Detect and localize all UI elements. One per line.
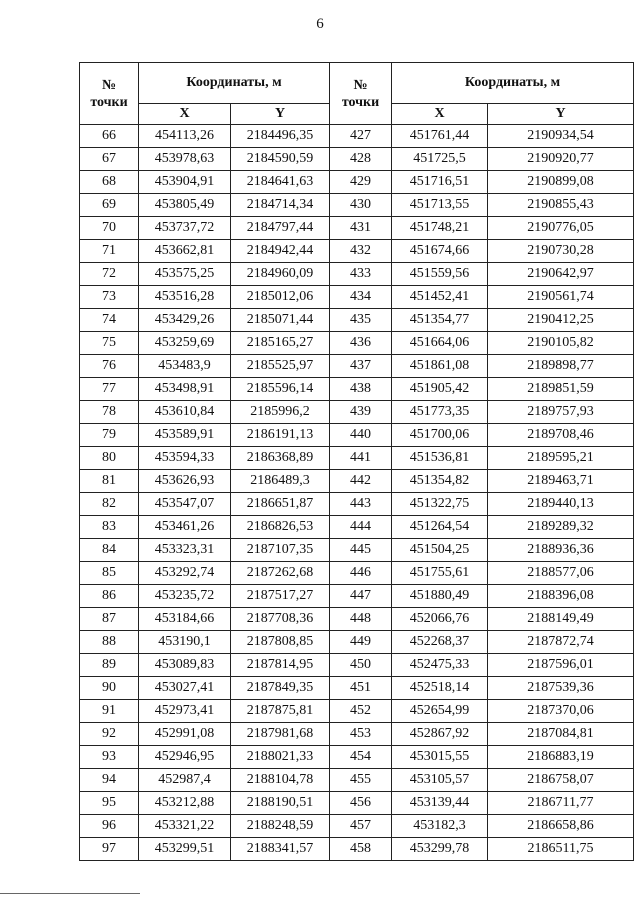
- x-coordinate-left: 453547,07: [139, 493, 231, 516]
- x-header-right: X: [392, 104, 488, 125]
- y-coordinate-left: 2185012,06: [231, 286, 330, 309]
- table-row: [80, 516, 634, 539]
- point-number-left: 79: [80, 424, 139, 447]
- y-coordinate-right: 2187539,36: [488, 677, 634, 700]
- point-number-right: 452: [330, 700, 392, 723]
- point-number-header-right: [330, 63, 392, 125]
- point-number-left: 96: [80, 815, 139, 838]
- x-coordinate-right: 451559,56: [392, 263, 488, 286]
- y-coordinate-right: 2190855,43: [488, 194, 634, 217]
- table-row: [80, 493, 634, 516]
- point-number-right: 433: [330, 263, 392, 286]
- point-number-right: 450: [330, 654, 392, 677]
- y-coordinate-left: 2188104,78: [231, 769, 330, 792]
- y-coordinate-left: 2184714,34: [231, 194, 330, 217]
- table-header: [80, 63, 634, 125]
- y-coordinate-left: 2184590,59: [231, 148, 330, 171]
- table-row: [80, 355, 634, 378]
- point-number-left: 77: [80, 378, 139, 401]
- x-coordinate-left: 453589,91: [139, 424, 231, 447]
- point-number-left: 88: [80, 631, 139, 654]
- y-coordinate-left: 2187708,36: [231, 608, 330, 631]
- y-coordinate-right: 2189851,59: [488, 378, 634, 401]
- point-number-right: 447: [330, 585, 392, 608]
- point-number-right: 451: [330, 677, 392, 700]
- point-number-right: 437: [330, 355, 392, 378]
- y-coordinate-right: 2189898,77: [488, 355, 634, 378]
- y-coordinate-left: 2186651,87: [231, 493, 330, 516]
- x-coordinate-left: 453737,72: [139, 217, 231, 240]
- x-coordinate-left: 453259,69: [139, 332, 231, 355]
- y-coordinate-right: 2188936,36: [488, 539, 634, 562]
- x-coordinate-right: 453015,55: [392, 746, 488, 769]
- table-row: [80, 194, 634, 217]
- y-coordinate-right: 2190561,74: [488, 286, 634, 309]
- x-coordinate-left: 453904,91: [139, 171, 231, 194]
- point-number-left: 91: [80, 700, 139, 723]
- point-number-right: 449: [330, 631, 392, 654]
- x-coordinate-right: 451700,06: [392, 424, 488, 447]
- y-coordinate-right: 2189708,46: [488, 424, 634, 447]
- x-coordinate-right: 451354,82: [392, 470, 488, 493]
- x-coordinate-left: 453483,9: [139, 355, 231, 378]
- x-coordinate-left: 453516,28: [139, 286, 231, 309]
- point-number-symbol: №: [101, 77, 117, 93]
- x-coordinate-left: 453978,63: [139, 148, 231, 171]
- y-coordinate-left: 2184942,44: [231, 240, 330, 263]
- x-coordinate-left: 453662,81: [139, 240, 231, 263]
- point-number-left: 73: [80, 286, 139, 309]
- x-coordinate-left: 453190,1: [139, 631, 231, 654]
- y-coordinate-right: 2186658,86: [488, 815, 634, 838]
- point-number-word-right: точки: [341, 94, 380, 110]
- point-number-right: 440: [330, 424, 392, 447]
- point-number-right: 454: [330, 746, 392, 769]
- y-coordinate-left: 2185071,44: [231, 309, 330, 332]
- point-number-left: 69: [80, 194, 139, 217]
- y-coordinate-left: 2188341,57: [231, 838, 330, 861]
- y-coordinate-right: 2189595,21: [488, 447, 634, 470]
- x-coordinate-right: 451725,5: [392, 148, 488, 171]
- point-number-word: точки: [90, 94, 128, 110]
- coordinates-table: [79, 62, 634, 861]
- table-row: [80, 677, 634, 700]
- x-coordinate-right: 451748,21: [392, 217, 488, 240]
- y-coordinate-left: 2187517,27: [231, 585, 330, 608]
- table-row: [80, 447, 634, 470]
- table-row: [80, 608, 634, 631]
- point-number-right: 448: [330, 608, 392, 631]
- x-coordinate-right: 451773,35: [392, 401, 488, 424]
- coordinates-header-left: Координаты, м: [139, 63, 330, 104]
- y-coordinate-right: 2187370,06: [488, 700, 634, 723]
- table-row: [80, 148, 634, 171]
- x-coordinate-right: 451716,51: [392, 171, 488, 194]
- table-row: [80, 171, 634, 194]
- y-coordinate-left: 2187814,95: [231, 654, 330, 677]
- footer-divider: [0, 893, 140, 894]
- x-coordinate-right: 451322,75: [392, 493, 488, 516]
- y-coordinate-left: 2188248,59: [231, 815, 330, 838]
- x-coordinate-right: 451880,49: [392, 585, 488, 608]
- table-row: [80, 539, 634, 562]
- point-number-right: 429: [330, 171, 392, 194]
- point-number-header: [80, 63, 139, 125]
- table-row: [80, 723, 634, 746]
- point-number-right: 431: [330, 217, 392, 240]
- point-number-right: 442: [330, 470, 392, 493]
- y-coordinate-left: 2186368,89: [231, 447, 330, 470]
- point-number-right: 444: [330, 516, 392, 539]
- point-number-left: 83: [80, 516, 139, 539]
- y-coordinate-left: 2188190,51: [231, 792, 330, 815]
- x-coordinate-right: 451861,08: [392, 355, 488, 378]
- y-coordinate-right: 2189757,93: [488, 401, 634, 424]
- table-row: [80, 263, 634, 286]
- page-number: 6: [316, 16, 324, 32]
- y-coordinate-right: 2188149,49: [488, 608, 634, 631]
- y-coordinate-left: 2184641,63: [231, 171, 330, 194]
- table-row: [80, 631, 634, 654]
- y-header-right: Y: [488, 104, 634, 125]
- y-coordinate-right: 2190776,05: [488, 217, 634, 240]
- table-row: [80, 401, 634, 424]
- point-number-right: 427: [330, 125, 392, 148]
- y-coordinate-right: 2186883,19: [488, 746, 634, 769]
- x-coordinate-left: 452991,08: [139, 723, 231, 746]
- y-coordinate-right: 2188396,08: [488, 585, 634, 608]
- x-coordinate-left: 453498,91: [139, 378, 231, 401]
- x-coordinate-left: 452987,4: [139, 769, 231, 792]
- point-number-left: 75: [80, 332, 139, 355]
- point-number-left: 90: [80, 677, 139, 700]
- table-row: [80, 378, 634, 401]
- point-number-left: 94: [80, 769, 139, 792]
- y-coordinate-left: 2187107,35: [231, 539, 330, 562]
- y-coordinate-left: 2184960,09: [231, 263, 330, 286]
- x-coordinate-left: 453321,22: [139, 815, 231, 838]
- y-coordinate-right: 2190730,28: [488, 240, 634, 263]
- point-number-right: 438: [330, 378, 392, 401]
- x-coordinate-left: 453610,84: [139, 401, 231, 424]
- table-row: [80, 309, 634, 332]
- point-number-right: 434: [330, 286, 392, 309]
- x-coordinate-left: 453299,51: [139, 838, 231, 861]
- x-coordinate-right: 452518,14: [392, 677, 488, 700]
- point-number-right: 453: [330, 723, 392, 746]
- x-coordinate-left: 453594,33: [139, 447, 231, 470]
- point-number-left: 66: [80, 125, 139, 148]
- x-coordinate-right: 452066,76: [392, 608, 488, 631]
- y-coordinate-right: 2186758,07: [488, 769, 634, 792]
- point-number-left: 72: [80, 263, 139, 286]
- table-row: [80, 424, 634, 447]
- point-number-left: 78: [80, 401, 139, 424]
- x-coordinate-left: 453292,74: [139, 562, 231, 585]
- y-coordinate-left: 2186489,3: [231, 470, 330, 493]
- x-coordinate-left: 452946,95: [139, 746, 231, 769]
- x-coordinate-left: 453805,49: [139, 194, 231, 217]
- x-coordinate-left: 453626,93: [139, 470, 231, 493]
- table-row: [80, 746, 634, 769]
- point-number-left: 71: [80, 240, 139, 263]
- point-number-right: 445: [330, 539, 392, 562]
- x-coordinate-left: 452973,41: [139, 700, 231, 723]
- x-coordinate-right: 453182,3: [392, 815, 488, 838]
- table-row: [80, 769, 634, 792]
- y-coordinate-right: 2190105,82: [488, 332, 634, 355]
- x-coordinate-left: 453212,88: [139, 792, 231, 815]
- y-coordinate-left: 2184496,35: [231, 125, 330, 148]
- y-coordinate-right: 2190642,97: [488, 263, 634, 286]
- y-coordinate-right: 2190934,54: [488, 125, 634, 148]
- point-number-left: 95: [80, 792, 139, 815]
- table-row: [80, 700, 634, 723]
- point-number-right: 446: [330, 562, 392, 585]
- point-number-right: 439: [330, 401, 392, 424]
- y-coordinate-left: 2184797,44: [231, 217, 330, 240]
- table-row: [80, 562, 634, 585]
- x-coordinate-right: 452654,99: [392, 700, 488, 723]
- y-coordinate-left: 2185996,2: [231, 401, 330, 424]
- point-number-left: 86: [80, 585, 139, 608]
- y-coordinate-left: 2186826,53: [231, 516, 330, 539]
- x-coordinate-right: 453139,44: [392, 792, 488, 815]
- y-coordinate-left: 2187849,35: [231, 677, 330, 700]
- point-number-right: 428: [330, 148, 392, 171]
- table-row: [80, 240, 634, 263]
- x-coordinate-right: 451264,54: [392, 516, 488, 539]
- point-number-right: 457: [330, 815, 392, 838]
- point-number-symbol-right: №: [353, 77, 368, 93]
- x-coordinate-right: 451761,44: [392, 125, 488, 148]
- x-coordinate-left: 453184,66: [139, 608, 231, 631]
- y-coordinate-left: 2187875,81: [231, 700, 330, 723]
- table-row: [80, 125, 634, 148]
- point-number-left: 85: [80, 562, 139, 585]
- table-row: [80, 585, 634, 608]
- y-coordinate-right: 2187596,01: [488, 654, 634, 677]
- y-coordinate-left: 2187981,68: [231, 723, 330, 746]
- table-body: [80, 125, 634, 861]
- y-coordinate-left: 2187262,68: [231, 562, 330, 585]
- y-coordinate-right: 2190412,25: [488, 309, 634, 332]
- point-number-right: 455: [330, 769, 392, 792]
- point-number-left: 92: [80, 723, 139, 746]
- table-row: [80, 286, 634, 309]
- point-number-right: 435: [330, 309, 392, 332]
- point-number-left: 84: [80, 539, 139, 562]
- point-number-right: 443: [330, 493, 392, 516]
- x-coordinate-right: 451905,42: [392, 378, 488, 401]
- x-coordinate-left: 454113,26: [139, 125, 231, 148]
- point-number-left: 89: [80, 654, 139, 677]
- point-number-left: 80: [80, 447, 139, 470]
- y-coordinate-left: 2187808,85: [231, 631, 330, 654]
- x-coordinate-right: 451504,25: [392, 539, 488, 562]
- point-number-left: 76: [80, 355, 139, 378]
- x-coordinate-right: 451452,41: [392, 286, 488, 309]
- y-coordinate-left: 2185165,27: [231, 332, 330, 355]
- y-coordinate-right: 2186711,77: [488, 792, 634, 815]
- x-header-left: X: [139, 104, 231, 125]
- x-coordinate-right: 451713,55: [392, 194, 488, 217]
- y-coordinate-left: 2186191,13: [231, 424, 330, 447]
- y-coordinate-left: 2185596,14: [231, 378, 330, 401]
- x-coordinate-left: 453575,25: [139, 263, 231, 286]
- coordinates-header-right: Координаты, м: [392, 63, 634, 104]
- x-coordinate-right: 452475,33: [392, 654, 488, 677]
- table-row: [80, 217, 634, 240]
- table-row: [80, 838, 634, 861]
- y-coordinate-right: 2189440,13: [488, 493, 634, 516]
- y-coordinate-right: 2190899,08: [488, 171, 634, 194]
- table-row: [80, 332, 634, 355]
- point-number-right: 441: [330, 447, 392, 470]
- table-row: [80, 792, 634, 815]
- y-header-left: Y: [231, 104, 330, 125]
- point-number-left: 82: [80, 493, 139, 516]
- x-coordinate-left: 453323,31: [139, 539, 231, 562]
- point-number-left: 74: [80, 309, 139, 332]
- point-number-left: 93: [80, 746, 139, 769]
- point-number-left: 97: [80, 838, 139, 861]
- y-coordinate-right: 2190920,77: [488, 148, 634, 171]
- x-coordinate-left: 453429,26: [139, 309, 231, 332]
- y-coordinate-right: 2188577,06: [488, 562, 634, 585]
- x-coordinate-right: 451354,77: [392, 309, 488, 332]
- x-coordinate-right: 453299,78: [392, 838, 488, 861]
- x-coordinate-right: 451755,61: [392, 562, 488, 585]
- y-coordinate-right: 2189289,32: [488, 516, 634, 539]
- table-row: [80, 815, 634, 838]
- x-coordinate-right: 452867,92: [392, 723, 488, 746]
- x-coordinate-right: 451536,81: [392, 447, 488, 470]
- point-number-right: 436: [330, 332, 392, 355]
- y-coordinate-right: 2189463,71: [488, 470, 634, 493]
- x-coordinate-right: 451664,06: [392, 332, 488, 355]
- point-number-right: 458: [330, 838, 392, 861]
- y-coordinate-right: 2187084,81: [488, 723, 634, 746]
- y-coordinate-left: 2185525,97: [231, 355, 330, 378]
- x-coordinate-left: 453027,41: [139, 677, 231, 700]
- point-number-left: 68: [80, 171, 139, 194]
- y-coordinate-right: 2187872,74: [488, 631, 634, 654]
- x-coordinate-right: 453105,57: [392, 769, 488, 792]
- point-number-right: 430: [330, 194, 392, 217]
- x-coordinate-right: 452268,37: [392, 631, 488, 654]
- table-row: [80, 470, 634, 493]
- point-number-right: 456: [330, 792, 392, 815]
- x-coordinate-left: 453461,26: [139, 516, 231, 539]
- point-number-left: 87: [80, 608, 139, 631]
- point-number-left: 67: [80, 148, 139, 171]
- x-coordinate-right: 451674,66: [392, 240, 488, 263]
- x-coordinate-left: 453235,72: [139, 585, 231, 608]
- table-row: [80, 654, 634, 677]
- y-coordinate-right: 2186511,75: [488, 838, 634, 861]
- point-number-right: 432: [330, 240, 392, 263]
- x-coordinate-left: 453089,83: [139, 654, 231, 677]
- point-number-left: 81: [80, 470, 139, 493]
- point-number-left: 70: [80, 217, 139, 240]
- y-coordinate-left: 2188021,33: [231, 746, 330, 769]
